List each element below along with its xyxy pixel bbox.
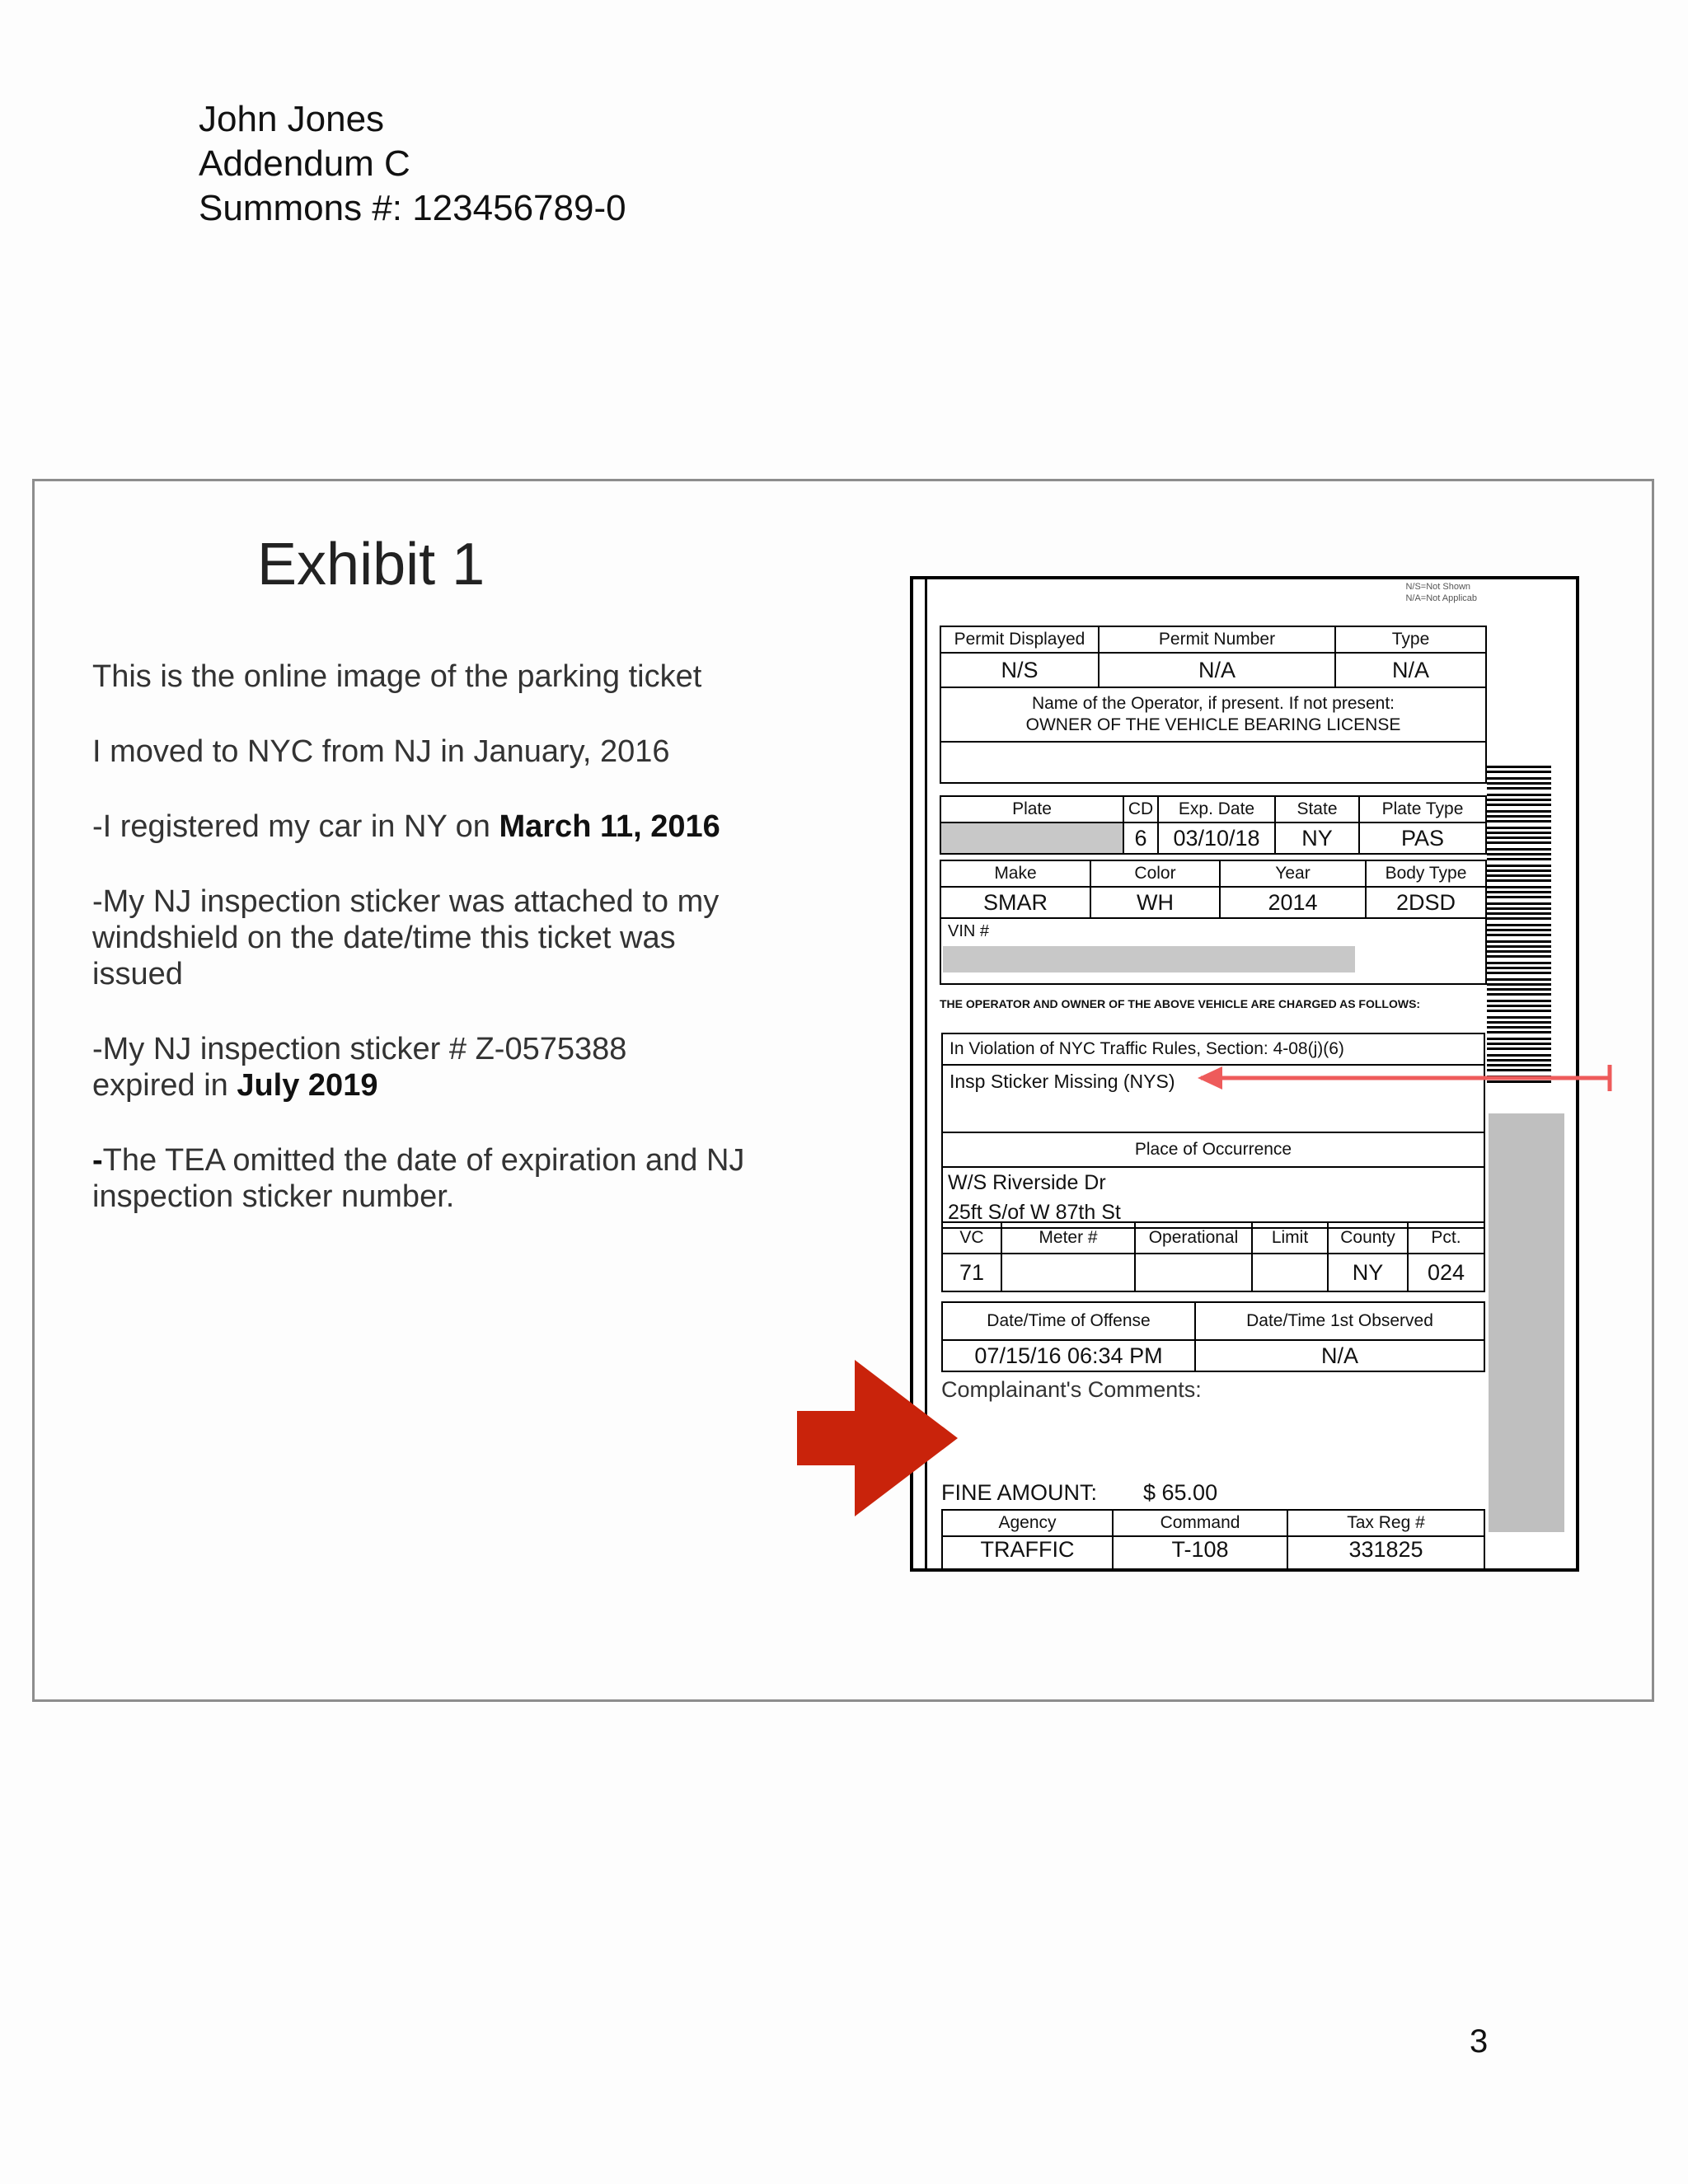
agency-table [941, 1509, 1485, 1572]
operational-label: Operational [1135, 1222, 1252, 1254]
place-label: Place of Occurrence [942, 1132, 1484, 1167]
note-sticker-attached: -My NJ inspection sticker was attached to my windshield on the date/time this ticket was issued [92, 884, 720, 991]
details-table [941, 1221, 1485, 1292]
body-type-value: 2DSD [1366, 887, 1486, 918]
make-value: SMAR [940, 887, 1090, 918]
pct-value: 024 [1408, 1254, 1484, 1291]
permit-type-label: Type [1335, 626, 1486, 653]
year-value: 2014 [1220, 887, 1366, 918]
exp-date-label: Exp. Date [1158, 796, 1275, 823]
note-tea-omitted [92, 1142, 752, 1215]
summons-number: Summons #: 123456789-0 [199, 188, 626, 228]
author-name: John Jones [199, 99, 385, 139]
fine-amount-label: FINE AMOUNT: [941, 1480, 1098, 1505]
color-label: Color [1090, 860, 1220, 887]
big-arrow-icon [797, 1360, 958, 1516]
violation-description: Insp Sticker Missing (NYS) [942, 1065, 1484, 1132]
first-observed-label: Date/Time 1st Observed [1195, 1302, 1484, 1340]
offense-table [941, 1301, 1485, 1372]
vc-label: VC [942, 1222, 1001, 1254]
ticket-legend [1405, 581, 1477, 604]
place-line-2: 25ft S/of W 87th St [948, 1201, 1121, 1224]
exhibit-title: Exhibit 1 [257, 532, 485, 598]
command-label: Command [1113, 1510, 1287, 1536]
year-label: Year [1220, 860, 1366, 887]
plate-redacted [940, 823, 1123, 854]
note-registered [92, 808, 834, 845]
note-moved: I moved to NYC from NJ in January, 2016 [92, 734, 670, 769]
legend-not-applicable: N/A=Not Applicab [1405, 593, 1477, 603]
note-tea-text: The TEA omitted the date of expiration and NJ inspection sticker number. [92, 1143, 745, 1214]
meter-value [1001, 1254, 1135, 1291]
place-of-occurrence [942, 1167, 1484, 1228]
offense-datetime-value: 07/15/16 06:34 PM [942, 1340, 1195, 1371]
vehicle-table [940, 860, 1487, 985]
document-header [199, 97, 626, 231]
county-label: County [1328, 1222, 1408, 1254]
permit-displayed-label: Permit Displayed [940, 626, 1099, 653]
vc-value: 71 [942, 1254, 1001, 1291]
pointer-arrow-icon [1198, 1055, 1626, 1096]
vin-redacted [943, 946, 1355, 972]
page-number: 3 [1470, 2023, 1489, 2060]
place-line-1: W/S Riverside Dr [948, 1171, 1106, 1194]
note-registered-text: -I registered my car in NY on [92, 809, 499, 844]
violation-rule: In Violation of NYC Traffic Rules, Section: 4-08(j)(6) [942, 1033, 1484, 1065]
permit-table [940, 626, 1487, 784]
note-sticker-expired-text: -My NJ inspection sticker # Z-0575388 expired in [92, 1032, 627, 1103]
tax-reg-value: 331825 [1287, 1536, 1484, 1571]
complainant-comments-label: Complainant's Comments: [941, 1377, 1202, 1402]
charged-statement: THE OPERATOR AND OWNER OF THE ABOVE VEHICLE ARE CHARGED AS FOLLOWS: [940, 997, 1421, 1010]
legend-not-shown: N/S=Not Shown [1405, 582, 1471, 592]
redacted-block [1489, 1113, 1564, 1532]
addendum-label: Addendum C [199, 143, 410, 184]
operator-name-cell [940, 687, 1486, 742]
cd-value: 6 [1123, 823, 1158, 854]
note-sticker-expired-date: July 2019 [237, 1068, 378, 1103]
note-registered-date: March 11, 2016 [499, 809, 720, 844]
plate-label: Plate [940, 796, 1123, 823]
fine-amount-row [941, 1480, 1218, 1506]
state-label: State [1275, 796, 1359, 823]
operational-value [1135, 1254, 1252, 1291]
vin-label: VIN # [948, 922, 990, 940]
note-tea-dash: - [92, 1143, 103, 1178]
state-value: NY [1275, 823, 1359, 854]
permit-number-label: Permit Number [1099, 626, 1335, 653]
fine-amount-value: $ 65.00 [1143, 1480, 1218, 1505]
tax-reg-label: Tax Reg # [1287, 1510, 1484, 1536]
limit-value [1252, 1254, 1328, 1291]
note-online-image: This is the online image of the parking ticket [92, 659, 702, 694]
vin-cell [940, 918, 1486, 984]
first-observed-value: N/A [1195, 1340, 1484, 1371]
agency-value: TRAFFIC [942, 1536, 1113, 1571]
plate-table [940, 795, 1487, 855]
county-value: NY [1328, 1254, 1408, 1291]
operator-line-2: OWNER OF THE VEHICLE BEARING LICENSE [1025, 715, 1401, 734]
body-type-label: Body Type [1366, 860, 1486, 887]
meter-label: Meter # [1001, 1222, 1135, 1254]
permit-displayed-value: N/S [940, 653, 1099, 687]
operator-name-blank [940, 742, 1486, 783]
permit-type-value: N/A [1335, 653, 1486, 687]
permit-number-value: N/A [1099, 653, 1335, 687]
exhibit-notes [92, 658, 834, 1254]
operator-line-1: Name of the Operator, if present. If not present: [1031, 694, 1395, 713]
color-value: WH [1090, 887, 1220, 918]
plate-type-label: Plate Type [1359, 796, 1486, 823]
command-value: T-108 [1113, 1536, 1287, 1571]
offense-datetime-label: Date/Time of Offense [942, 1302, 1195, 1340]
note-sticker-expired [92, 1031, 669, 1104]
make-label: Make [940, 860, 1090, 887]
agency-label: Agency [942, 1510, 1113, 1536]
exp-date-value: 03/10/18 [1158, 823, 1275, 854]
barcode [1487, 766, 1551, 1075]
plate-type-value: PAS [1359, 823, 1486, 854]
cd-label: CD [1123, 796, 1158, 823]
limit-label: Limit [1252, 1222, 1328, 1254]
pct-label: Pct. [1408, 1222, 1484, 1254]
